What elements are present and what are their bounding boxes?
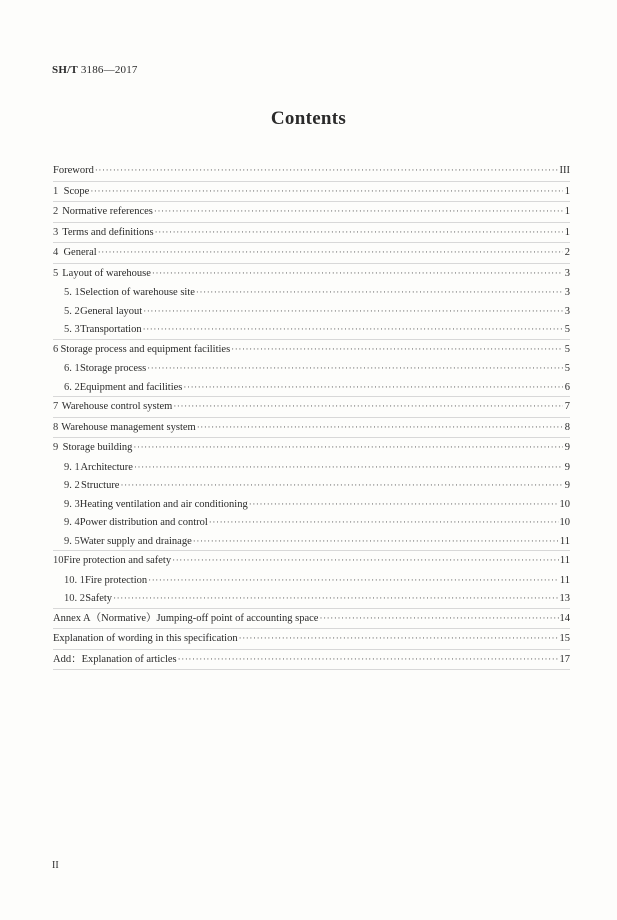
toc-entry-page: 17 <box>559 653 570 665</box>
toc-leader-dots <box>173 397 563 417</box>
toc-entry-page: 7 <box>564 401 570 412</box>
toc-entry[interactable] <box>53 243 570 264</box>
toc-entry-page: 5 <box>564 343 570 355</box>
toc-leader-dots <box>133 438 563 458</box>
toc-entry[interactable] <box>53 572 570 591</box>
toc-entry-title: Storage process <box>79 363 147 374</box>
toc-entry-title: Structure <box>80 480 120 491</box>
toc-entry-page: 1 <box>564 206 570 217</box>
toc-entry-number: 9. 2 <box>64 480 80 491</box>
toc-leader-dots <box>113 590 558 608</box>
toc-entry-title: Water supply and drainage <box>79 535 192 547</box>
toc-entry-page: 9 <box>564 442 570 453</box>
toc-entry-page: 9 <box>564 480 570 491</box>
toc-entry-page: 3 <box>564 305 570 317</box>
toc-entry-page: 11 <box>559 574 570 586</box>
toc-entry-title: Transportation <box>80 324 142 335</box>
toc-entry[interactable] <box>53 609 570 630</box>
toc-entry-page: 8 <box>564 421 570 433</box>
toc-entry-page: III <box>559 165 570 176</box>
toc-entry-number: 4 <box>53 247 59 258</box>
toc-entry[interactable] <box>53 629 570 650</box>
toc-entry-page: 1 <box>564 185 570 197</box>
toc-entry-number: 5 <box>53 267 59 279</box>
toc-entry-number: 6. 2 <box>64 381 80 393</box>
toc-leader-dots <box>154 202 563 222</box>
toc-entry-title: Layout of warehouse <box>62 267 151 279</box>
toc-entry[interactable] <box>53 551 570 572</box>
toc-entry-number: 10. 1 <box>64 574 85 586</box>
toc-entry[interactable] <box>53 321 570 340</box>
toc-entry-title: Warehouse management system <box>61 421 196 433</box>
page-title: Contents <box>270 108 347 129</box>
toc-entry[interactable] <box>53 182 570 203</box>
toc-entry[interactable] <box>53 360 570 379</box>
toc-entry-number: 5. 1 <box>64 287 80 298</box>
toc-leader-dots <box>152 264 563 284</box>
toc-entry-page: 15 <box>559 633 570 644</box>
toc-entry-number: 9. 1 <box>64 461 80 473</box>
toc-entry-page: 1 <box>564 226 570 238</box>
toc-entry-number: 2 <box>53 206 59 217</box>
toc-entry[interactable] <box>53 650 570 671</box>
toc-entry-title: Explanation of wording in this specification <box>53 633 238 644</box>
toc-entry[interactable] <box>53 284 570 303</box>
toc-leader-dots <box>209 514 559 532</box>
toc-entry-page: 2 <box>564 247 570 258</box>
toc-entry-number: 9. 5 <box>64 535 80 547</box>
standard-code: SH/T <box>52 64 78 76</box>
toc-entry[interactable] <box>53 418 570 439</box>
toc-leader-dots <box>155 223 563 243</box>
toc-entry-title: General <box>63 247 97 258</box>
toc-leader-dots <box>178 650 559 670</box>
toc-entry-title: Selection of warehouse site <box>79 287 195 298</box>
toc-entry-number: 1 <box>53 185 59 197</box>
toc-entry-number: 10 <box>53 555 64 566</box>
table-of-contents <box>53 161 570 670</box>
toc-entry-title: Foreword <box>53 165 94 176</box>
toc-entry-page: 10 <box>559 498 570 510</box>
toc-entry[interactable] <box>53 161 570 182</box>
toc-leader-dots <box>249 496 559 514</box>
toc-entry-number: 6. 1 <box>64 363 80 374</box>
toc-leader-dots <box>147 360 563 378</box>
toc-entry-title: Warehouse control system <box>61 401 173 412</box>
toc-entry-page: 10 <box>559 517 570 528</box>
toc-leader-dots <box>95 161 559 181</box>
toc-entry-number: 8 <box>53 421 59 433</box>
toc-entry-number: 7 <box>53 401 59 412</box>
toc-leader-dots <box>196 284 563 302</box>
page-number: II <box>52 860 59 871</box>
toc-entry-title: Storage building <box>62 442 133 453</box>
toc-entry-title: Heating ventilation and air conditioning <box>79 498 248 510</box>
toc-entry-title: Equipment and facilities <box>79 381 183 393</box>
toc-entry[interactable] <box>53 496 570 515</box>
toc-leader-dots <box>134 459 563 477</box>
toc-entry[interactable] <box>53 459 570 478</box>
toc-entry-number: 9 <box>53 442 59 453</box>
toc-entry-number: 6 <box>53 343 59 355</box>
toc-entry-title: Normative references <box>62 206 153 217</box>
toc-entry-page: 6 <box>564 381 570 393</box>
running-header <box>52 64 138 76</box>
toc-entry-page: 13 <box>559 593 570 604</box>
toc-entry-page: 11 <box>559 535 570 547</box>
toc-entry[interactable] <box>53 397 570 418</box>
toc-entry-page: 5 <box>564 324 570 335</box>
toc-entry[interactable] <box>53 590 570 609</box>
toc-entry-title: Architecture <box>80 461 133 473</box>
toc-entry[interactable] <box>53 379 570 398</box>
toc-entry-title: Add：Explanation of articles <box>53 653 177 665</box>
toc-entry-title: Power distribution and control <box>79 517 208 528</box>
toc-entry-page: 3 <box>564 287 570 298</box>
toc-entry[interactable] <box>53 477 570 496</box>
toc-entry-number: 5. 3 <box>64 324 80 335</box>
toc-entry[interactable] <box>53 340 570 361</box>
toc-entry-page: 14 <box>559 612 570 624</box>
toc-leader-dots <box>90 182 563 202</box>
toc-leader-dots <box>172 551 559 571</box>
toc-entry[interactable] <box>53 303 570 322</box>
toc-leader-dots <box>231 340 563 360</box>
toc-entry-title: Terms and definitions <box>62 226 154 238</box>
toc-entry-title: Annex A（Normative）Jumping-off point of accounting space <box>53 612 319 624</box>
toc-leader-dots <box>143 321 563 339</box>
toc-entry-number: 5. 2 <box>64 305 80 317</box>
toc-entry-title: Storage process and equipment facilities <box>60 343 231 355</box>
toc-entry[interactable] <box>53 514 570 533</box>
toc-leader-dots <box>148 572 559 590</box>
toc-entry-number: 10. 2 <box>64 593 85 604</box>
toc-entry-title: Safety <box>85 593 113 604</box>
toc-entry-page: 5 <box>564 363 570 374</box>
toc-leader-dots <box>319 609 558 629</box>
toc-leader-dots <box>143 303 563 321</box>
toc-entry-page: 9 <box>564 461 570 473</box>
standard-number: 3186—2017 <box>80 64 138 76</box>
toc-entry-title: General layout <box>80 305 143 317</box>
toc-entry-number: 9. 4 <box>64 517 80 528</box>
toc-leader-dots <box>197 418 563 438</box>
toc-entry[interactable] <box>53 264 570 285</box>
toc-entry[interactable] <box>53 202 570 223</box>
toc-entry[interactable] <box>53 223 570 244</box>
toc-entry-title: Fire protection <box>85 574 148 586</box>
toc-leader-dots <box>239 629 559 649</box>
toc-leader-dots <box>98 243 563 263</box>
toc-entry-number: 9. 3 <box>64 498 80 510</box>
toc-entry[interactable] <box>53 438 570 459</box>
toc-entry-number: 3 <box>53 226 59 238</box>
toc-entry-title: Fire protection and safety <box>63 555 172 566</box>
toc-leader-dots <box>193 533 559 551</box>
toc-leader-dots <box>120 477 563 495</box>
toc-entry-page: 11 <box>559 555 570 566</box>
toc-entry-page: 3 <box>564 267 570 279</box>
toc-entry-title: Scope <box>63 185 90 197</box>
toc-entry[interactable] <box>53 533 570 552</box>
toc-leader-dots <box>183 379 563 397</box>
